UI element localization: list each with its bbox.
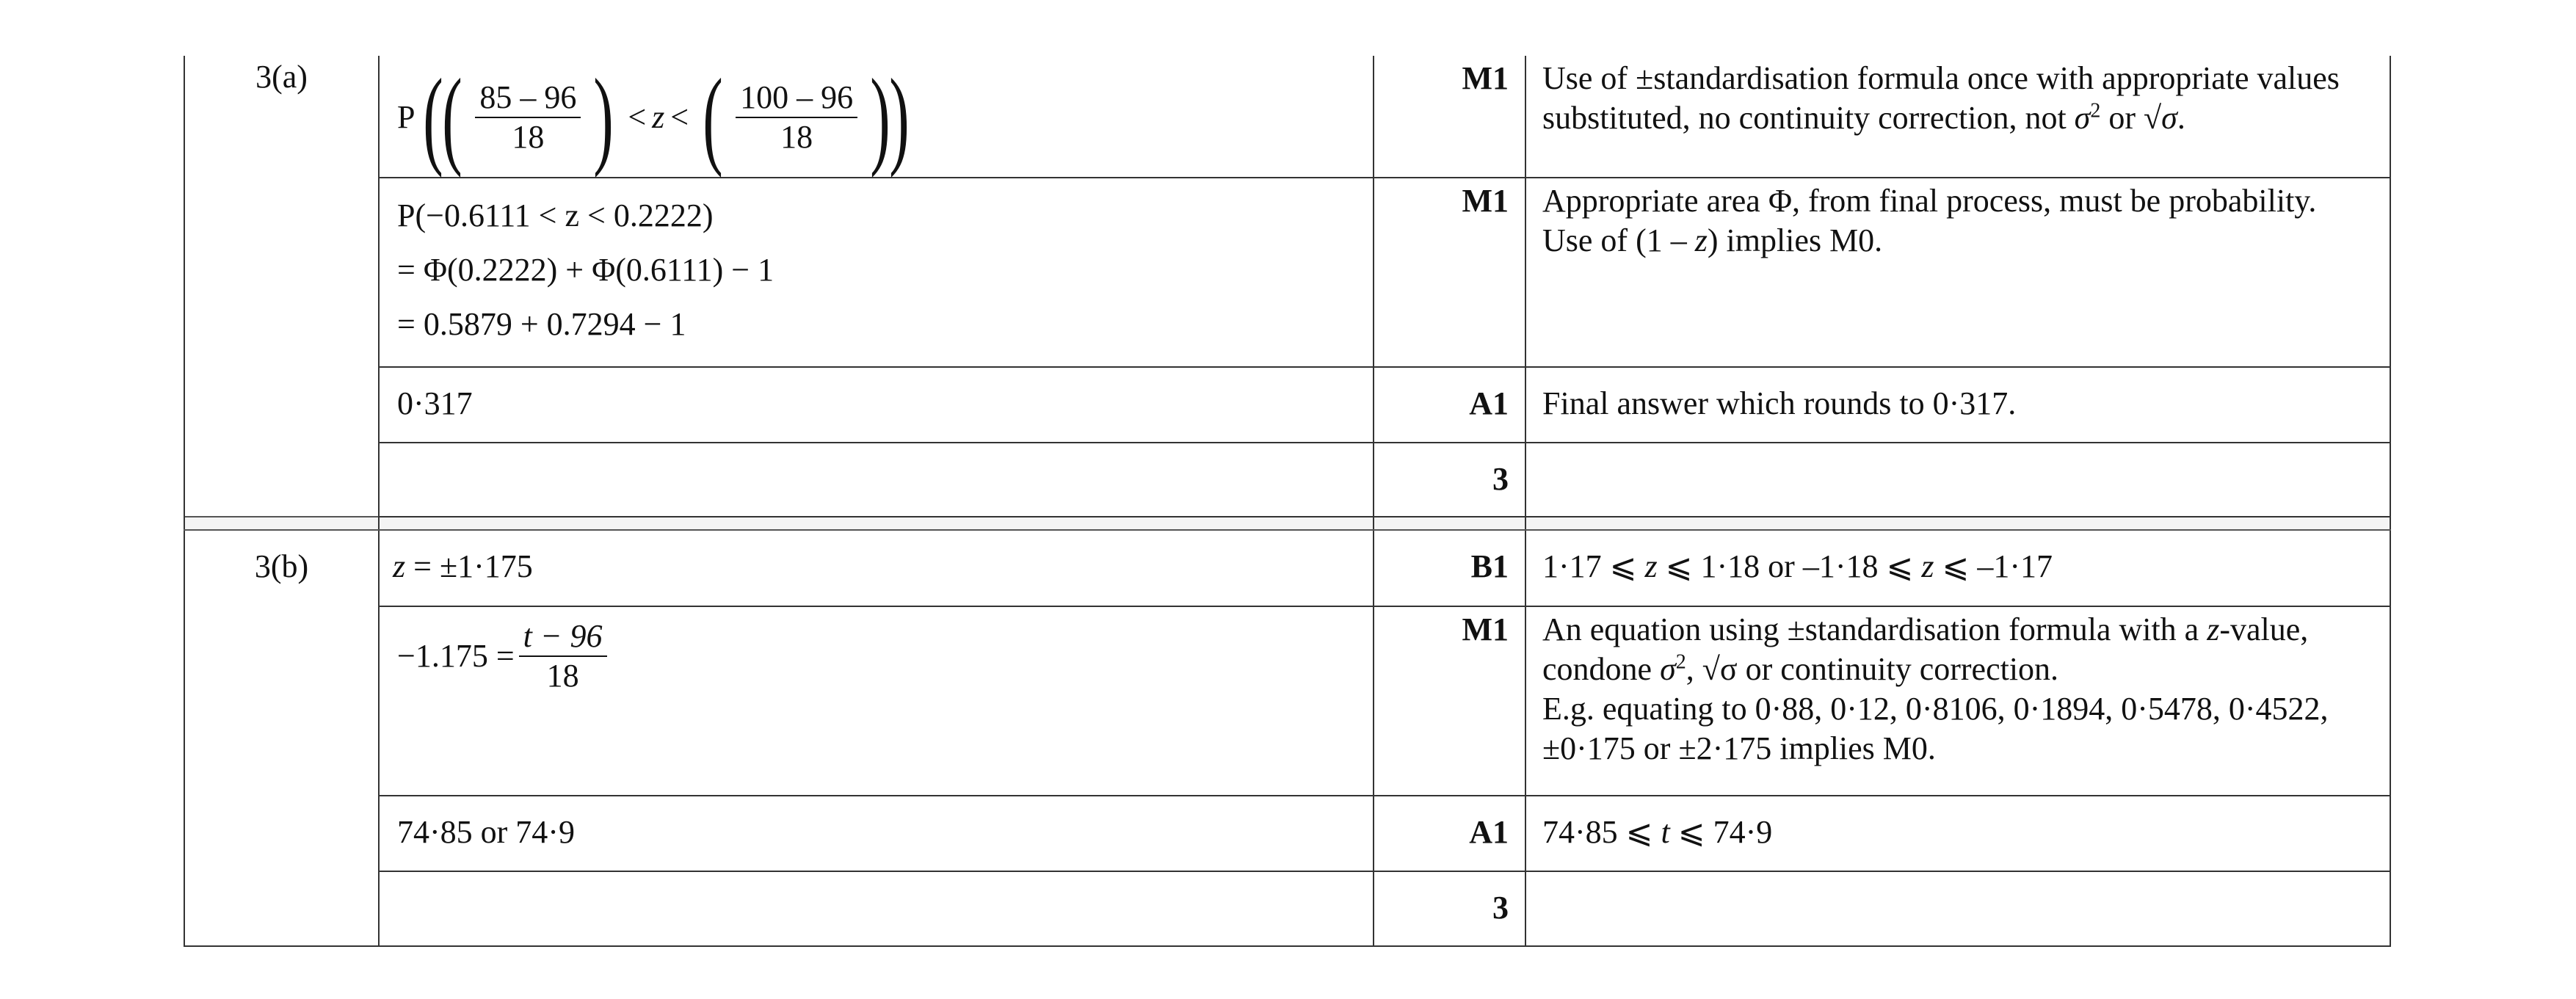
table-row [184,606,2390,796]
variable-z: z [1921,548,1934,584]
fraction-numerator: 100 – 96 [736,79,857,118]
open-paren: ( [423,57,444,178]
question-separator [184,517,2390,530]
separator-cell [379,517,1374,530]
mark-code: M1 [1462,60,1509,96]
open-paren: ( [442,57,463,178]
mark-cell [1374,530,1525,606]
question-label-cell [184,56,379,517]
guidance-cell [1525,871,2390,946]
variable-z: z [1694,222,1708,258]
fraction [475,79,581,156]
mark-code: A1 [1469,385,1509,421]
guidance-text-line [1542,610,2372,650]
fraction-numerator: 85 – 96 [475,79,581,118]
guidance-text: ⩽ 1·18 or –1·18 ⩽ [1657,548,1922,584]
guidance-cell [1525,56,2390,178]
answer-cell [379,56,1374,178]
variable-z: z [2207,611,2220,647]
less-than-symbol: < [670,99,689,135]
guidance-text: Use of ±standardisation formula once with appropriate values substituted, no continuity correction, not [1542,60,2340,136]
total-marks: 3 [1492,890,1509,926]
guidance-text: ) implies M0. [1707,222,1883,258]
guidance-text: Final answer which rounds to 0·317. [1542,385,2017,421]
superscript: 2 [1675,650,1686,674]
close-paren: ) [870,57,890,178]
guidance-text: , √σ or continuity correction. [1686,651,2059,687]
question-label: 3(b) [254,548,309,584]
answer-cell [379,530,1374,606]
mark-cell [1374,606,1525,796]
sigma-symbol: σ [2074,100,2091,136]
variable-t: t [1661,814,1670,850]
fraction [736,79,857,156]
question-label-cell [184,530,379,946]
guidance-text: E.g. equating to 0·88, 0·12, 0·8106, 0·1894, 0·5478, 0·4522, [1542,691,2329,727]
mark-scheme-table [184,56,2391,947]
working-line: = Φ(0.2222) + Φ(0.6111) − 1 [397,252,774,288]
mark-code: A1 [1469,814,1509,850]
fraction-denominator: 18 [512,119,545,155]
guidance-cell [1525,606,2390,796]
guidance-text: An equation using ±standardisation formula with a [1542,611,2207,647]
guidance-cell [1525,530,2390,606]
close-paren: ) [889,57,910,178]
guidance-text: ⩽ 74·9 [1669,814,1773,850]
guidance-text-line [1542,221,2372,261]
guidance-text: or [2100,100,2144,136]
table-row [184,367,2390,443]
guidance-text: condone [1542,651,1661,687]
less-than-symbol: < [628,99,647,135]
guidance-cell [1525,443,2390,517]
total-marks: 3 [1492,461,1509,497]
mark-cell [1374,796,1525,871]
superscript: 2 [2090,99,2101,123]
fraction-numerator: t − 96 [519,617,607,657]
close-paren: ) [593,57,614,178]
total-cell [1374,443,1525,517]
answer-cell [379,871,1374,946]
working-line: = 0.5879 + 0.7294 − 1 [397,306,686,342]
probability-symbol: P [397,99,416,135]
mark-code: B1 [1470,548,1509,584]
guidance-text: Appropriate area Φ, from final process, must be probability. [1542,183,2317,219]
answer-cell [379,367,1374,443]
open-paren: ( [703,57,723,178]
answer-cell [379,443,1374,517]
equation-lhs: −1.175 = [397,638,515,674]
mark-cell [1374,56,1525,178]
separator-cell [1525,517,2390,530]
variable-z: z [393,548,406,584]
working-line: P(−0.6111 < z < 0.2222) [397,197,714,233]
table-row [184,796,2390,871]
mark-cell [1374,178,1525,367]
final-answer: 74·85 or 74·9 [397,814,575,850]
variable-z: z [1644,548,1658,584]
mark-cell [1374,367,1525,443]
table-row [184,178,2390,367]
final-answer: 0·317 [397,385,473,421]
guidance-cell [1525,178,2390,367]
separator-cell [184,517,379,530]
table-row [184,443,2390,517]
answer-cell [379,796,1374,871]
guidance-text: ±0·175 or ±2·175 implies M0. [1542,730,1936,766]
guidance-text: 1·17 ⩽ [1542,548,1645,584]
guidance-text: 74·85 ⩽ [1542,814,1661,850]
standardisation-equation [397,617,1373,695]
table-row [184,530,2390,606]
question-label: 3(a) [255,59,308,95]
table-row [184,56,2390,178]
total-cell [1374,871,1525,946]
separator-cell [1374,517,1525,530]
answer-cell [379,178,1374,367]
variable-z: z [652,99,665,135]
answer-text: = ±1·175 [405,548,533,584]
mark-code: M1 [1462,183,1509,219]
guidance-text: Use of (1 – [1542,222,1695,258]
standardisation-expression [397,59,1373,176]
guidance-cell [1525,796,2390,871]
table-row [184,871,2390,946]
sqrt-sigma-symbol: √σ [2144,100,2177,136]
fraction [519,617,607,695]
guidance-text: ⩽ –1·17 [1934,548,2053,584]
guidance-text: -value, [2219,611,2309,647]
sigma-symbol: σ [1660,651,1676,687]
guidance-text-line [1542,650,2372,689]
answer-cell [379,606,1374,796]
mark-code: M1 [1462,611,1509,647]
guidance-cell [1525,367,2390,443]
fraction-denominator: 18 [780,119,813,155]
fraction-denominator: 18 [546,658,579,694]
guidance-text: . [2177,100,2185,136]
